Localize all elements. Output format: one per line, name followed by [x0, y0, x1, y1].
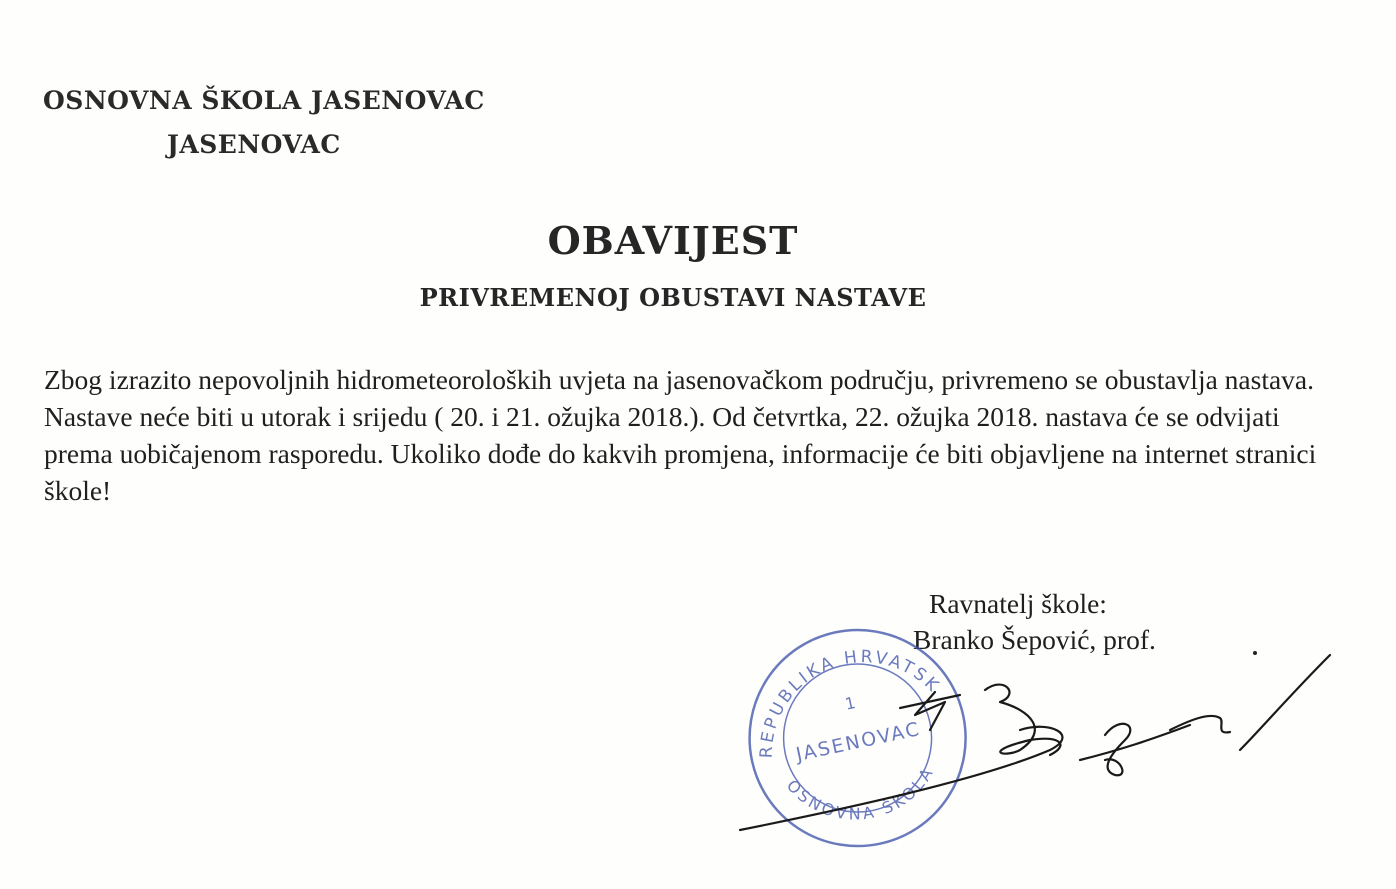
- notice-title: OBAVIJEST: [547, 218, 799, 263]
- school-name: OSNOVNA ŠKOLA JASENOVAC: [43, 86, 485, 115]
- notice-subtitle: PRIVREMENOJ OBUSTAVI NASTAVE: [419, 283, 927, 312]
- stamp-center-text: JASENOVAC: [794, 718, 923, 766]
- ink-speck: [1253, 651, 1257, 655]
- handwritten-signature: [720, 640, 1350, 840]
- school-town: JASENOVAC: [167, 130, 341, 159]
- signatory-name: Branko Šepović, prof.: [913, 624, 1156, 655]
- signatory-role: Ravnatelj škole:: [929, 588, 1107, 619]
- stamp-top-text: REPUBLIKA HRVATSKA: [756, 647, 945, 759]
- notice-body: Zbog izrazito nepovoljnih hidrometeoroloških uvjeta na jasenovačkom području, privremeno se obustavlja nastava. Nastave neće biti u utorak i srijedu ( 20. i 21. ožujka 2018.). Od četvrtka, 22. ožujka 2018. nastava će se odvijati prema uobičajenom rasporedu. Ukoliko dođe do kakvih promjena, informacije će biti objavljene na internet stranici škole!: [44, 364, 1317, 506]
- stamp-number: 1: [843, 692, 858, 714]
- stamp-bottom-text: OSNOVNA ŠKOLA: [782, 762, 938, 824]
